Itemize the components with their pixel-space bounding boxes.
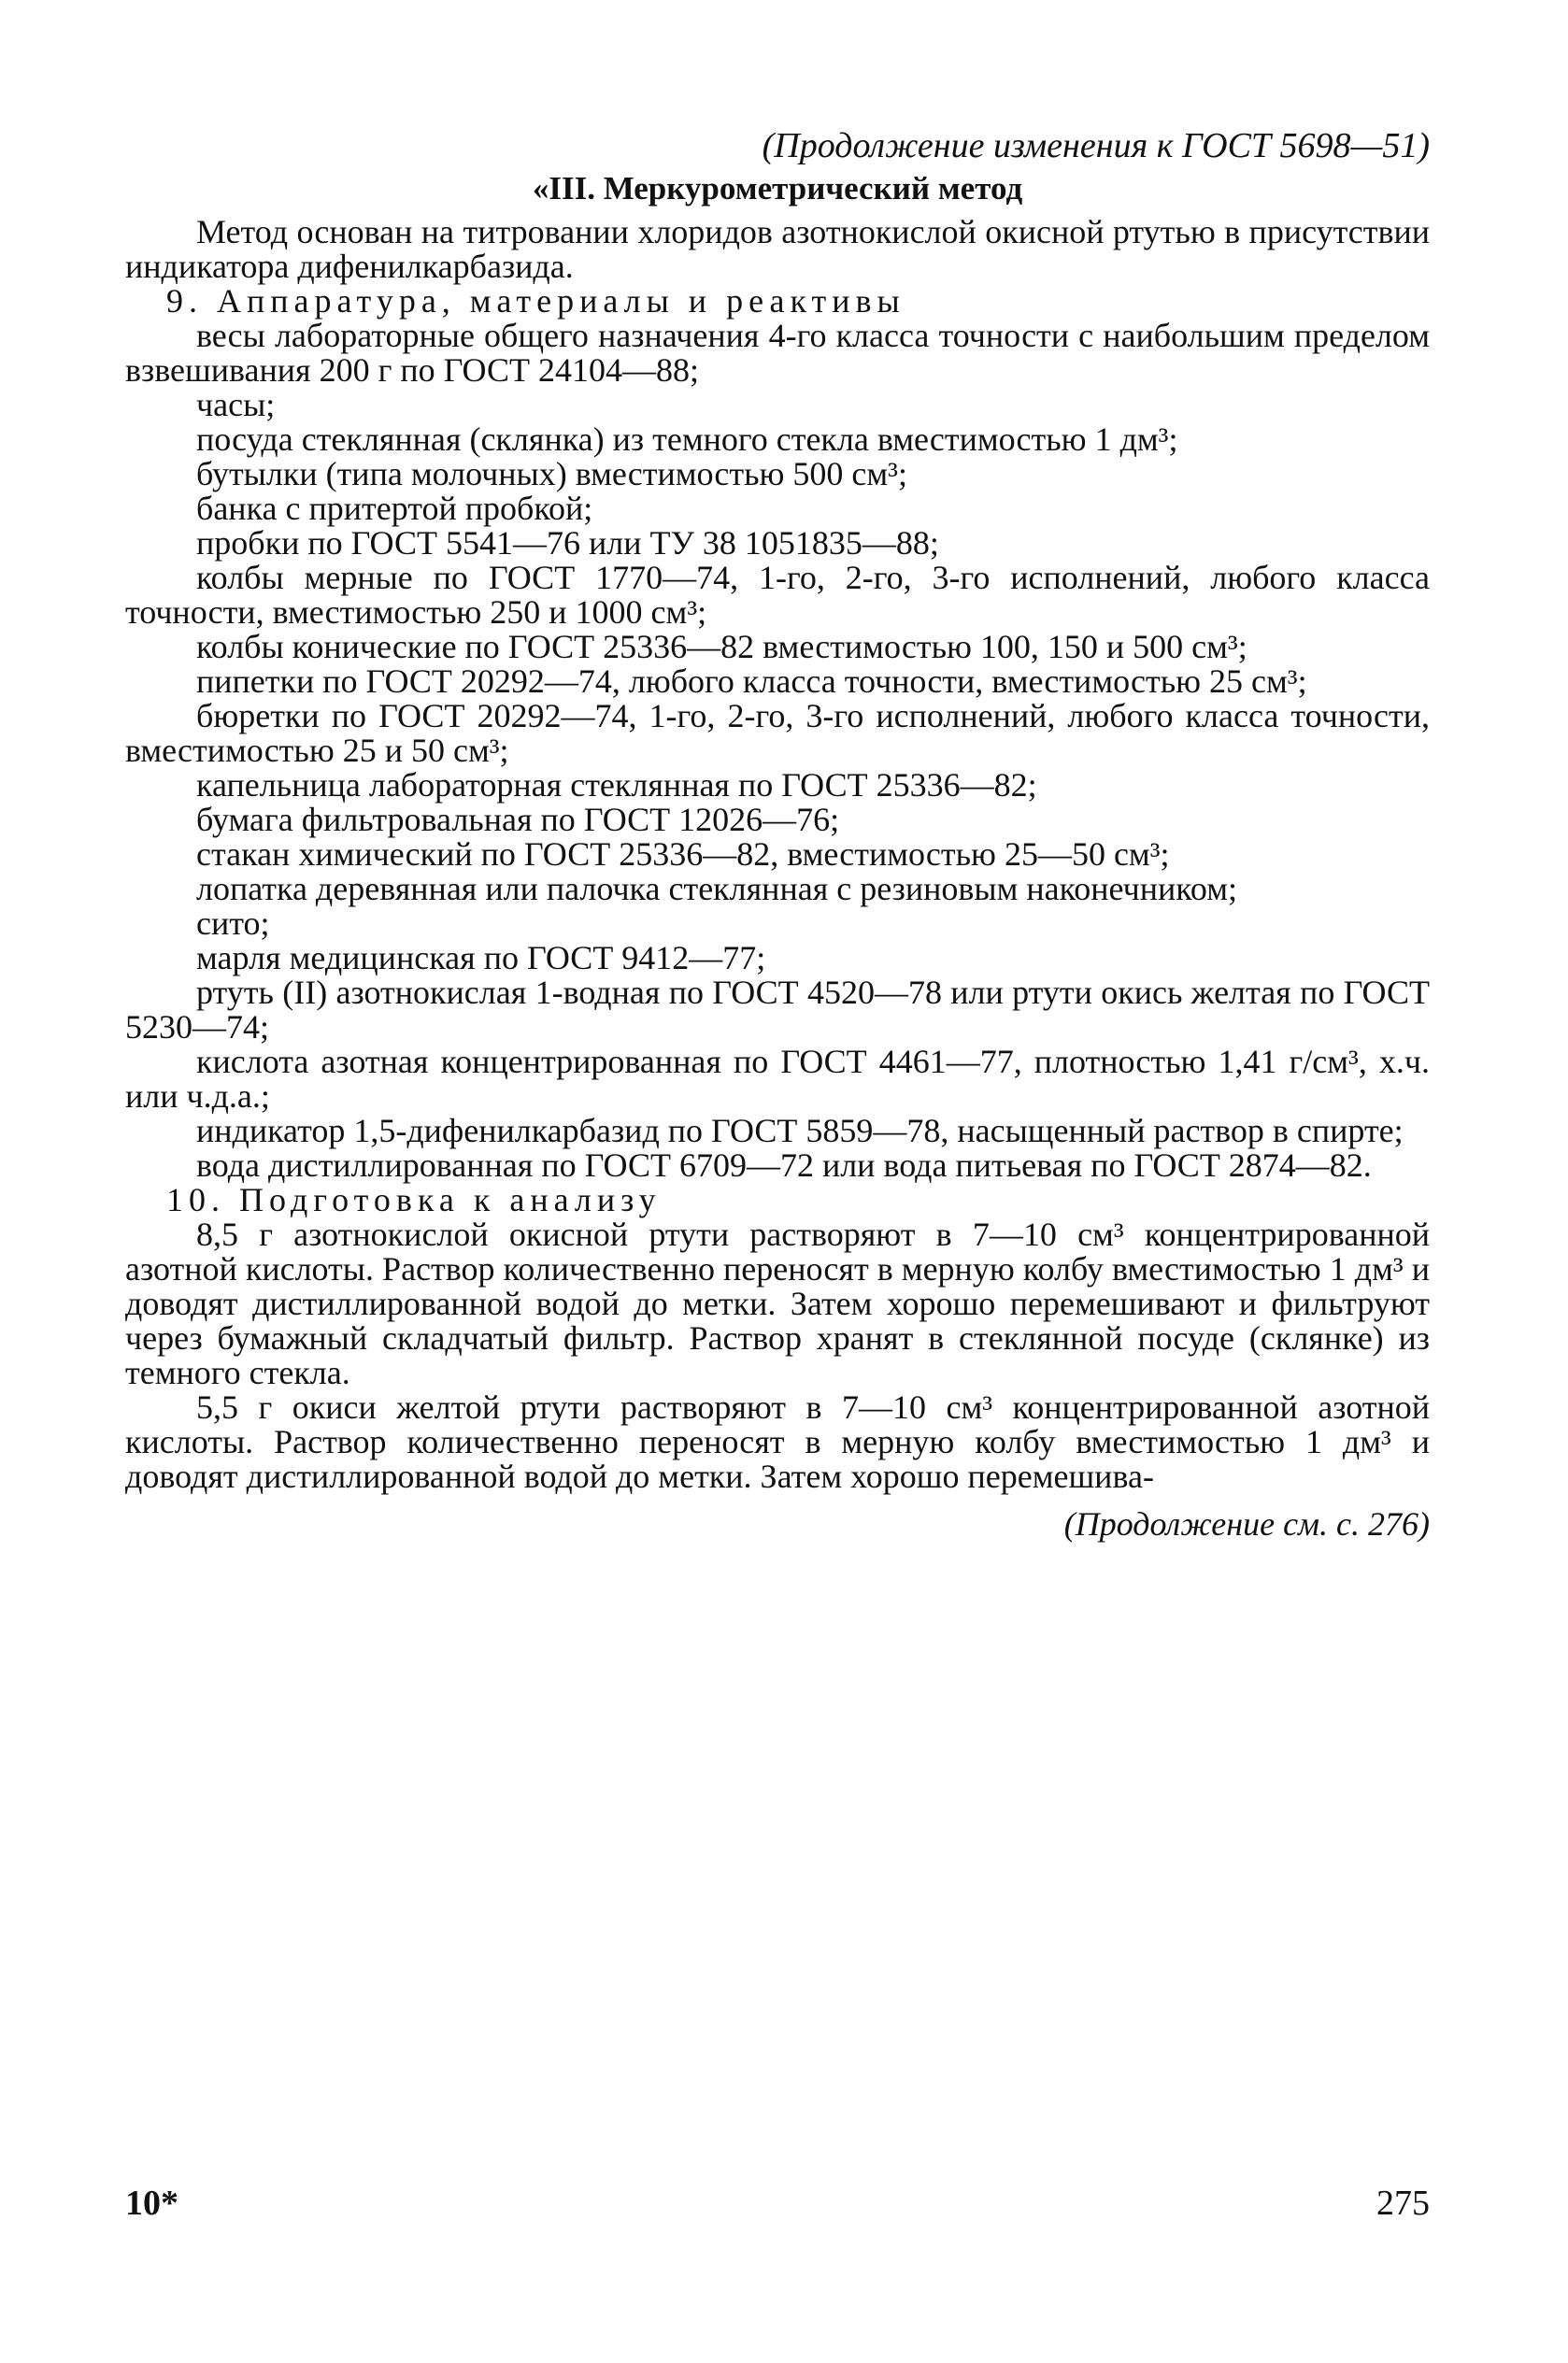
equipment-item: бутылки (типа молочных) вместимостью 500 см³; — [196, 455, 907, 492]
equipment-item: индикатор 1,5-дифенилкарбазид по ГОСТ 5859—78, насыщенный раствор в спирте; — [196, 1112, 1404, 1149]
signature-mark: 10* — [125, 2184, 178, 2223]
equipment-item: ртуть (II) азотнокислая 1-водная по ГОСТ 4520—78 или ртути окись желтая по ГОСТ 5230—74; — [125, 974, 1430, 1046]
preparation-paragraph: 8,5 г азотнокислой окисной ртути растворяют в 7—10 см³ концентрированной азотной кислоты. Раствор количественно переносят в мерную колбу вместимостью 1 дм³ и доводят дистиллированной водой до метки. Затем хорошо перемешивают и фильтруют через бумажный складчатый фильтр. Раствор хранят в стеклянной посуде (склянке) из темного стекла. — [125, 1216, 1430, 1391]
page-body — [125, 126, 1430, 1543]
equipment-item: часы; — [196, 386, 276, 423]
equipment-item: банка с притертой пробкой; — [196, 490, 593, 527]
equipment-item: бюретки по ГОСТ 20292—74, 1-го, 2-го, 3-го исполнений, любого класса точности, вместимостью 25 и 50 см³; — [125, 697, 1430, 769]
continuation-note: (Продолжение см. с. 276) — [1063, 1505, 1430, 1543]
equipment-item: бумага фильтровальная по ГОСТ 12026—76; — [196, 801, 840, 838]
equipment-item: колбы конические по ГОСТ 25336—82 вместимостью 100, 150 и 500 см³; — [196, 628, 1247, 665]
equipment-item: стакан химический по ГОСТ 25336—82, вместимостью 25—50 см³; — [196, 835, 1170, 873]
preparation-paragraph: 5,5 г окиси желтой ртути растворяют в 7—10 см³ концентрированной азотной кислоты. Раствор количественно переносят в мерную колбу вместимостью 1 дм³ и доводят дистиллированной водой до метки. Затем хорошо перемешива- — [125, 1388, 1430, 1495]
equipment-item: марля медицинская по ГОСТ 9412—77; — [196, 939, 766, 976]
equipment-item: сито; — [196, 904, 270, 942]
equipment-item: пробки по ГОСТ 5541—76 или ТУ 38 1051835—88; — [196, 524, 939, 562]
equipment-item: капельница лабораторная стеклянная по ГОСТ 25336—82; — [196, 766, 1037, 804]
equipment-item: кислота азотная концентрированная по ГОСТ 4461—77, плотностью 1,41 г/см³, х.ч. или ч.д.а.; — [125, 1043, 1430, 1115]
equipment-heading: 9. Аппаратура, материалы и реактивы — [166, 282, 905, 320]
equipment-item: весы лабораторные общего назначения 4-го класса точности с наибольшим пределом взвешивания 200 г по ГОСТ 24104—88; — [125, 317, 1430, 389]
section-title: «III. Меркурометрический метод — [532, 170, 1023, 206]
intro-paragraph: Метод основан на титровании хлоридов азотнокислой окисной ртутью в присутствии индикатора дифенилкарбазида. — [125, 213, 1430, 285]
equipment-item: вода дистиллированная по ГОСТ 6709—72 или вода питьевая по ГОСТ 2874—82. — [196, 1146, 1372, 1184]
equipment-item: колбы мерные по ГОСТ 1770—74, 1-го, 2-го, 3-го исполнений, любого класса точности, вместимостью 250 и 1000 см³; — [125, 559, 1430, 631]
equipment-item: посуда стеклянная (склянка) из темного стекла вместимостью 1 дм³; — [196, 420, 1178, 458]
equipment-item: лопатка деревянная или палочка стеклянная с резиновым наконечником; — [196, 870, 1238, 907]
equipment-item: пипетки по ГОСТ 20292—74, любого класса точности, вместимостью 25 см³; — [196, 662, 1307, 700]
running-header: (Продолжение изменения к ГОСТ 5698—51) — [762, 126, 1430, 165]
preparation-heading: 10. Подготовка к анализу — [166, 1181, 662, 1218]
page-number: 275 — [1376, 2184, 1430, 2223]
